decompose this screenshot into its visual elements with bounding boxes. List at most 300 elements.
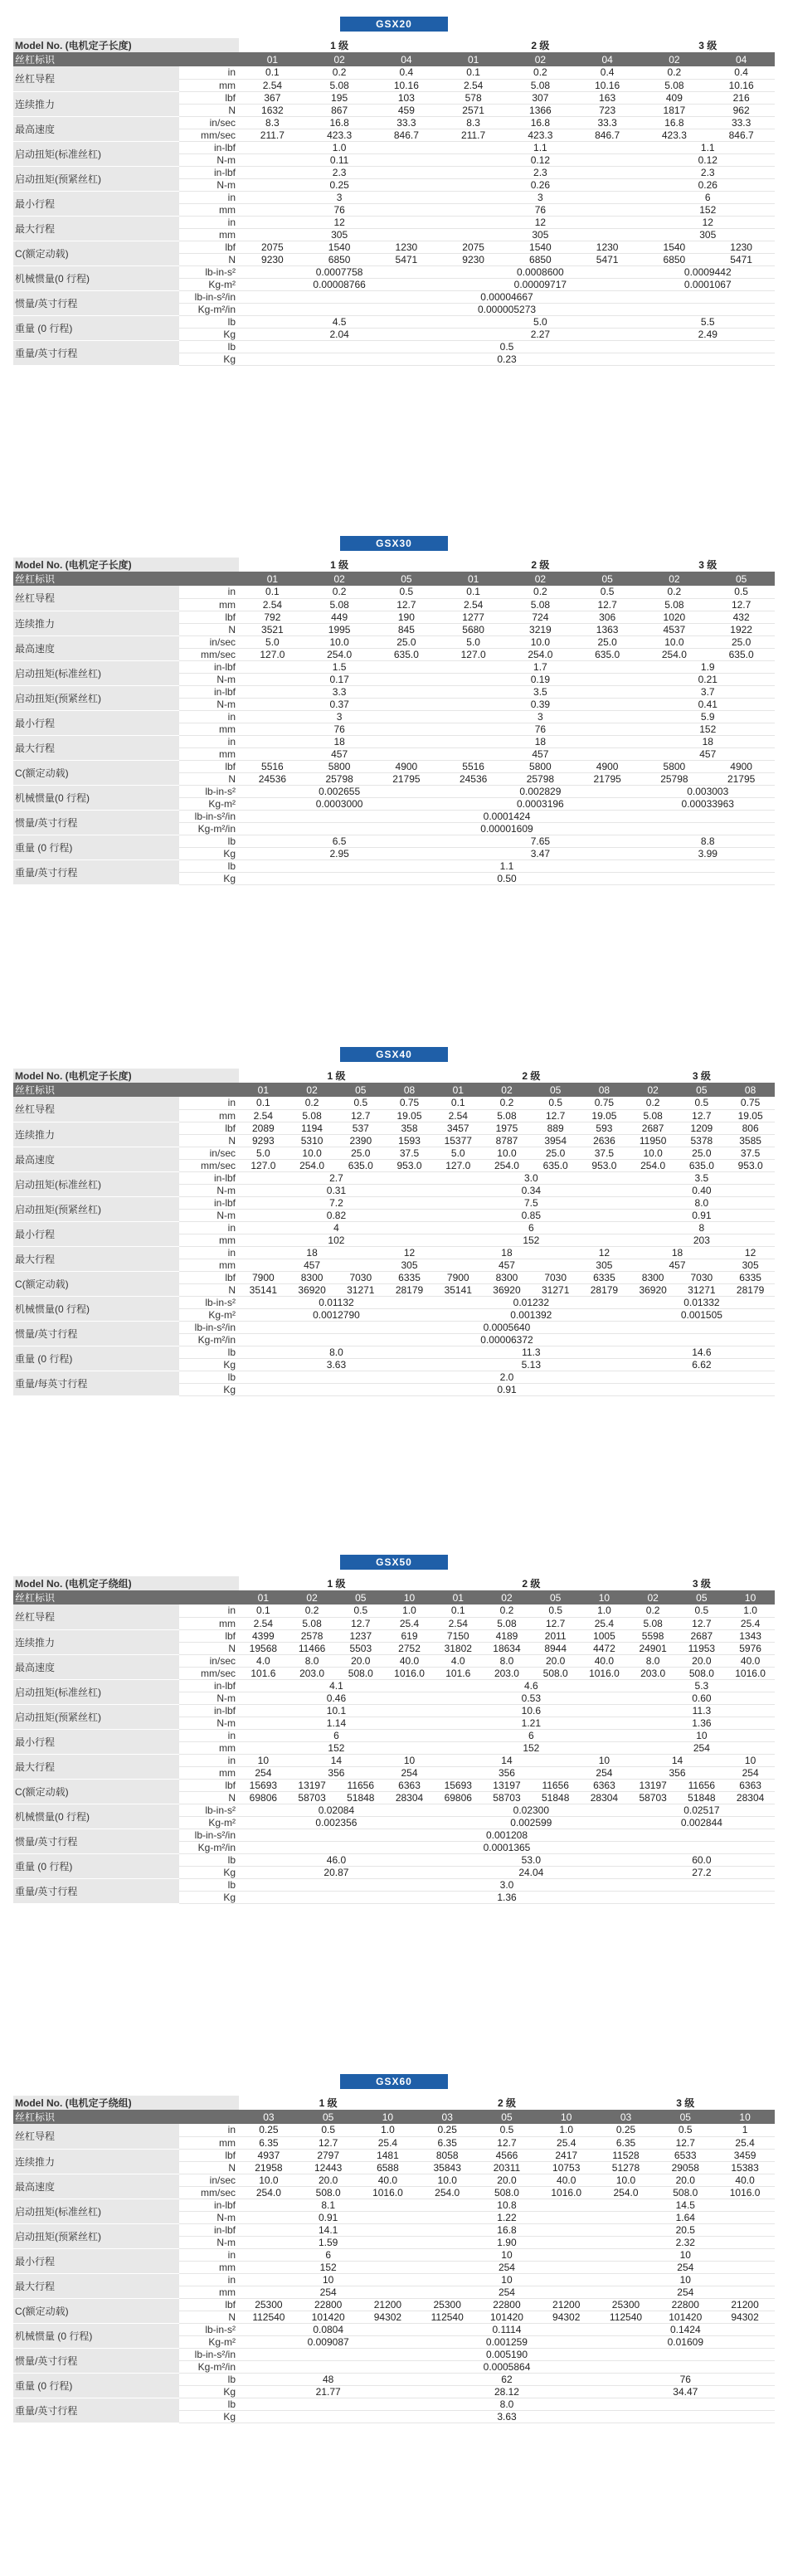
value-cell: 19.05 — [580, 1109, 629, 1122]
value-cell: 112540 — [596, 2311, 656, 2323]
screw-code: 03 — [417, 2110, 477, 2124]
value-cell: 21200 — [537, 2298, 596, 2311]
table-row — [13, 2223, 775, 2236]
value-cell: 3521 — [239, 623, 306, 635]
unit-label: Kg — [179, 1891, 239, 1903]
value-cell: 2.54 — [239, 79, 306, 91]
value-cell: 10.16 — [708, 79, 775, 91]
value-cell: 2.54 — [239, 598, 306, 611]
value-cell: 5.08 — [641, 598, 708, 611]
value-cell: 1020 — [641, 611, 708, 623]
value-cell: 8300 — [483, 1271, 532, 1283]
value-cell: 1.5 — [239, 660, 440, 673]
value-cell: 20.0 — [655, 2174, 715, 2186]
value-cell: 12 — [726, 1246, 775, 1259]
screw-code: 02 — [629, 1083, 678, 1097]
value-cell: 4399 — [239, 1629, 288, 1642]
value-cell: 0.2 — [483, 1097, 532, 1109]
value-cell: 10.0 — [507, 635, 574, 648]
value-cell: 1366 — [507, 104, 574, 116]
value-cell: 0.1 — [440, 586, 507, 598]
unit-label: lbf — [179, 1271, 239, 1283]
table-row — [13, 1853, 775, 1866]
parameter-label: 重量 (0 行程) — [13, 1853, 179, 1878]
value-cell: 4472 — [580, 1642, 629, 1654]
unit-label: in-lbf — [179, 1196, 239, 1209]
value-cell: 0.2 — [306, 586, 373, 598]
value-cell: 0.1 — [434, 1097, 483, 1109]
value-cell: 0.1 — [440, 66, 507, 79]
unit-label: N — [179, 2311, 239, 2323]
value-cell: 10.0 — [483, 1147, 532, 1159]
value-cell: 508.0 — [336, 1667, 385, 1679]
table-row — [13, 859, 775, 872]
value-cell: 2075 — [440, 241, 507, 253]
value-cell: 10 — [239, 1754, 288, 1766]
value-cell: 29058 — [655, 2161, 715, 2174]
value-cell: 724 — [507, 611, 574, 623]
value-cell: 2.54 — [239, 1109, 288, 1122]
value-cell: 0.2 — [629, 1605, 678, 1617]
parameter-label: 惯量/英寸行程 — [13, 810, 179, 835]
value-cell: 21795 — [708, 772, 775, 785]
value-cell: 12.7 — [678, 1109, 727, 1122]
screw-code: 02 — [288, 1590, 337, 1605]
screw-code: 05 — [531, 1083, 580, 1097]
table-row — [13, 635, 775, 648]
value-cell: 1016.0 — [358, 2186, 418, 2199]
unit-label: in — [179, 735, 239, 747]
value-cell: 58703 — [288, 1791, 337, 1804]
value-cell: 5.08 — [629, 1617, 678, 1629]
value-cell: 635.0 — [678, 1159, 727, 1171]
value-cell: 792 — [239, 611, 306, 623]
value-cell: 5680 — [440, 623, 507, 635]
unit-label: mm — [179, 2136, 239, 2149]
table-row — [13, 1147, 775, 1159]
unit-label: Kg-m²/in — [179, 822, 239, 835]
parameter-label: 最大行程 — [13, 1754, 179, 1779]
value-cell: 423.3 — [641, 129, 708, 141]
unit-label: N-m — [179, 698, 239, 710]
value-cell: 24536 — [440, 772, 507, 785]
value-cell: 0.5 — [239, 340, 775, 353]
table-row — [13, 1704, 775, 1717]
value-cell: 4566 — [477, 2149, 537, 2161]
value-cell: 40.0 — [358, 2174, 418, 2186]
value-cell: 11950 — [629, 1134, 678, 1147]
value-cell: 37.5 — [580, 1147, 629, 1159]
value-cell: 0.39 — [440, 698, 640, 710]
value-cell: 13197 — [483, 1779, 532, 1791]
table-row — [13, 2298, 775, 2311]
value-cell: 1540 — [306, 241, 373, 253]
unit-label: Kg-m² — [179, 1308, 239, 1321]
table-row — [13, 810, 775, 822]
value-cell: 25300 — [417, 2298, 477, 2311]
value-cell: 2.54 — [239, 1617, 288, 1629]
table-row — [13, 116, 775, 129]
value-cell: 4.0 — [434, 1654, 483, 1667]
parameter-label: 最高速度 — [13, 116, 179, 141]
value-cell: 3.63 — [239, 2410, 775, 2423]
table-row — [13, 1196, 775, 1209]
value-cell: 5.08 — [629, 1109, 678, 1122]
value-cell: 5516 — [440, 760, 507, 772]
unit-label: lb-in-s²/in — [179, 1321, 239, 1333]
value-cell: 254 — [580, 1766, 629, 1779]
unit-label: lb-in-s² — [179, 1296, 239, 1308]
screw-code: 01 — [239, 1083, 288, 1097]
value-cell: 4.6 — [434, 1679, 629, 1692]
value-cell: 457 — [641, 747, 776, 760]
value-cell: 305 — [239, 228, 440, 241]
value-cell: 76 — [440, 723, 640, 735]
value-cell: 1016.0 — [726, 1667, 775, 1679]
table-row — [13, 2273, 775, 2286]
value-cell: 20.0 — [299, 2174, 358, 2186]
unit-label: mm/sec — [179, 1159, 239, 1171]
value-cell: 8.0 — [629, 1654, 678, 1667]
value-cell: 10.16 — [574, 79, 641, 91]
table-row — [13, 1804, 775, 1816]
value-cell: 1.0 — [239, 141, 440, 153]
unit-label: mm — [179, 228, 239, 241]
value-cell: 3457 — [434, 1122, 483, 1134]
value-cell: 5.08 — [507, 598, 574, 611]
parameter-label: 启动扭矩(标准丝杠) — [13, 660, 179, 685]
unit-label: lb — [179, 859, 239, 872]
value-cell: 2636 — [580, 1134, 629, 1147]
table-row — [13, 166, 775, 178]
value-cell: 0.26 — [641, 178, 776, 191]
value-cell: 2011 — [531, 1629, 580, 1642]
grade-header: 2 级 — [434, 1069, 629, 1083]
parameter-label: 启动扭矩(标准丝杠) — [13, 1171, 179, 1196]
value-cell: 76 — [239, 723, 440, 735]
value-cell: 152 — [239, 2261, 417, 2273]
value-cell: 635.0 — [336, 1159, 385, 1171]
value-cell: 35141 — [239, 1283, 288, 1296]
value-cell: 5.08 — [483, 1617, 532, 1629]
screw-code-label: 丝杠标识 — [13, 572, 239, 586]
value-cell: 3.99 — [641, 847, 776, 859]
value-cell: 0.02300 — [434, 1804, 629, 1816]
value-cell: 10 — [726, 1754, 775, 1766]
value-cell: 1.0 — [385, 1605, 434, 1617]
value-cell: 1363 — [574, 623, 641, 635]
value-cell: 0.1424 — [596, 2323, 775, 2335]
value-cell: 7030 — [336, 1271, 385, 1283]
value-cell: 432 — [708, 611, 775, 623]
value-cell: 10 — [417, 2273, 596, 2286]
value-cell: 51848 — [531, 1791, 580, 1804]
grade-header: 3 级 — [629, 1069, 775, 1083]
table-row — [13, 2248, 775, 2261]
unit-label: lb-in-s² — [179, 1804, 239, 1816]
value-cell: 6850 — [641, 253, 708, 265]
unit-label: mm/sec — [179, 648, 239, 660]
screw-code: 02 — [641, 572, 708, 586]
unit-label: mm/sec — [179, 129, 239, 141]
value-cell: 0.000005273 — [239, 303, 775, 315]
value-cell: 3 — [440, 710, 640, 723]
screw-code: 01 — [239, 52, 306, 66]
value-cell: 953.0 — [385, 1159, 434, 1171]
value-cell: 457 — [440, 747, 640, 760]
unit-label: Kg-m² — [179, 1816, 239, 1829]
spec-table — [13, 1069, 775, 1396]
value-cell: 5.9 — [641, 710, 776, 723]
unit-label: Kg — [179, 2410, 239, 2423]
table-row — [13, 265, 775, 278]
value-cell: 1005 — [580, 1629, 629, 1642]
table-row — [13, 66, 775, 79]
value-cell: 5310 — [288, 1134, 337, 1147]
parameter-label: 丝杠导程 — [13, 2124, 179, 2149]
value-cell: 0.2 — [507, 66, 574, 79]
value-cell: 6363 — [580, 1779, 629, 1791]
table-row — [13, 216, 775, 228]
value-cell: 846.7 — [708, 129, 775, 141]
value-cell: 6363 — [385, 1779, 434, 1791]
value-cell: 6850 — [507, 253, 574, 265]
value-cell: 4537 — [641, 623, 708, 635]
parameter-label: 启动扭矩(预紧丝杠) — [13, 166, 179, 191]
value-cell: 508.0 — [299, 2186, 358, 2199]
value-cell: 1922 — [708, 623, 775, 635]
value-cell: 15693 — [239, 1779, 288, 1791]
table-row — [13, 660, 775, 673]
value-cell: 2417 — [537, 2149, 596, 2161]
screw-code: 10 — [580, 1590, 629, 1605]
value-cell: 19.05 — [726, 1109, 775, 1122]
section-title: GSX30 — [340, 536, 448, 551]
value-cell: 12.7 — [373, 598, 440, 611]
screw-code-label: 丝杠标识 — [13, 1083, 239, 1097]
value-cell: 22800 — [477, 2298, 537, 2311]
value-cell: 6 — [434, 1221, 629, 1234]
value-cell: 58703 — [483, 1791, 532, 1804]
value-cell: 356 — [434, 1766, 580, 1779]
value-cell: 7900 — [239, 1271, 288, 1283]
value-cell: 0.34 — [434, 1184, 629, 1196]
value-cell: 0.0003196 — [440, 797, 640, 810]
screw-code: 08 — [580, 1083, 629, 1097]
screw-code: 02 — [507, 52, 574, 66]
unit-label: N-m — [179, 1184, 239, 1196]
value-cell: 1343 — [726, 1629, 775, 1642]
value-cell: 6335 — [385, 1271, 434, 1283]
unit-label: lb-in-s² — [179, 785, 239, 797]
unit-label: lb-in-s²/in — [179, 1829, 239, 1841]
value-cell: 152 — [641, 723, 776, 735]
table-row — [13, 1296, 775, 1308]
value-cell: 254 — [726, 1766, 775, 1779]
value-cell: 18 — [440, 735, 640, 747]
value-cell: 36920 — [288, 1283, 337, 1296]
value-cell: 1016.0 — [385, 1667, 434, 1679]
value-cell: 2.95 — [239, 847, 440, 859]
value-cell: 962 — [708, 104, 775, 116]
value-cell: 10.0 — [288, 1147, 337, 1159]
unit-label: in/sec — [179, 2174, 239, 2186]
value-cell: 5.5 — [641, 315, 776, 328]
value-cell: 76 — [239, 203, 440, 216]
value-cell: 203.0 — [483, 1667, 532, 1679]
screw-code: 02 — [483, 1083, 532, 1097]
unit-label: in — [179, 216, 239, 228]
value-cell: 0.1 — [239, 1097, 288, 1109]
value-cell: 203.0 — [288, 1667, 337, 1679]
model-label: Model No. (电机定子长度) — [13, 1069, 239, 1083]
parameter-label: 最小行程 — [13, 191, 179, 216]
value-cell: 0.5 — [373, 586, 440, 598]
value-cell: 20.0 — [477, 2174, 537, 2186]
value-cell: 2.7 — [239, 1171, 434, 1184]
screw-code: 01 — [239, 572, 306, 586]
value-cell: 254 — [239, 2286, 417, 2298]
screw-code: 02 — [483, 1590, 532, 1605]
value-cell: 40.0 — [385, 1654, 434, 1667]
value-cell: 5.08 — [483, 1109, 532, 1122]
unit-label: mm/sec — [179, 2186, 239, 2199]
value-cell: 12 — [440, 216, 640, 228]
value-cell: 0.2 — [288, 1605, 337, 1617]
value-cell: 0.0001365 — [239, 1841, 775, 1853]
value-cell: 152 — [641, 203, 776, 216]
value-cell: 1016.0 — [580, 1667, 629, 1679]
unit-label: lbf — [179, 1122, 239, 1134]
unit-label: mm/sec — [179, 1667, 239, 1679]
value-cell: 0.17 — [239, 673, 440, 685]
value-cell: 103 — [373, 91, 440, 104]
value-cell: 0.00001609 — [239, 822, 775, 835]
value-cell: 0.01609 — [596, 2335, 775, 2348]
unit-label: in-lbf — [179, 1704, 239, 1717]
parameter-label: 连续推力 — [13, 611, 179, 635]
unit-label: lb-in-s²/in — [179, 2348, 239, 2360]
grade-header: 3 级 — [641, 38, 776, 52]
table-row — [13, 141, 775, 153]
value-cell: 1230 — [373, 241, 440, 253]
unit-label: N-m — [179, 673, 239, 685]
value-cell: 0.1 — [239, 586, 306, 598]
value-cell: 203.0 — [629, 1667, 678, 1679]
unit-label: mm — [179, 1617, 239, 1629]
value-cell: 31271 — [531, 1283, 580, 1296]
value-cell: 203 — [629, 1234, 775, 1246]
table-row — [13, 1371, 775, 1383]
parameter-label: C(额定动载) — [13, 1779, 179, 1804]
value-cell: 11.3 — [629, 1704, 775, 1717]
value-cell: 1.36 — [239, 1891, 775, 1903]
value-cell: 635.0 — [373, 648, 440, 660]
value-cell: 0.5 — [655, 2124, 715, 2136]
grade-header: 1 级 — [239, 1576, 434, 1590]
parameter-label: C(额定动载) — [13, 760, 179, 785]
unit-label: N-m — [179, 178, 239, 191]
unit-label: in — [179, 710, 239, 723]
value-cell: 0.91 — [239, 2211, 417, 2223]
unit-label: lbf — [179, 1629, 239, 1642]
value-cell: 3219 — [507, 623, 574, 635]
value-cell: 15693 — [434, 1779, 483, 1791]
value-cell: 2.32 — [596, 2236, 775, 2248]
value-cell: 254.0 — [629, 1159, 678, 1171]
value-cell: 0.0005640 — [239, 1321, 775, 1333]
value-cell: 2.54 — [440, 79, 507, 91]
value-cell: 423.3 — [507, 129, 574, 141]
parameter-label: C(额定动载) — [13, 2298, 179, 2323]
unit-label: mm — [179, 79, 239, 91]
value-cell: 1016.0 — [537, 2186, 596, 2199]
unit-label: Kg-m² — [179, 278, 239, 290]
value-cell: 16.8 — [417, 2223, 596, 2236]
parameter-label: 最大行程 — [13, 216, 179, 241]
unit-label: in — [179, 191, 239, 203]
value-cell: 0.003003 — [641, 785, 776, 797]
value-cell: 28179 — [385, 1283, 434, 1296]
unit-label: mm — [179, 723, 239, 735]
value-cell: 0.02084 — [239, 1804, 434, 1816]
value-cell: 867 — [306, 104, 373, 116]
value-cell: 307 — [507, 91, 574, 104]
value-cell: 8944 — [531, 1642, 580, 1654]
value-cell: 1.14 — [239, 1717, 434, 1729]
parameter-label: 重量/英寸行程 — [13, 2398, 179, 2423]
value-cell: 0.25 — [239, 2124, 299, 2136]
value-cell: 1.36 — [629, 1717, 775, 1729]
parameter-label: 最高速度 — [13, 635, 179, 660]
unit-label: in/sec — [179, 1147, 239, 1159]
value-cell: 10 — [580, 1754, 629, 1766]
value-cell: 10 — [239, 2273, 417, 2286]
value-cell: 14 — [629, 1754, 726, 1766]
value-cell: 31802 — [434, 1642, 483, 1654]
screw-code: 01 — [440, 572, 507, 586]
value-cell: 40.0 — [726, 1654, 775, 1667]
table-row — [13, 685, 775, 698]
parameter-label: 连续推力 — [13, 2149, 179, 2174]
unit-label: Kg-m²/in — [179, 303, 239, 315]
value-cell: 37.5 — [385, 1147, 434, 1159]
unit-label: lb-in-s²/in — [179, 810, 239, 822]
value-cell: 28179 — [580, 1283, 629, 1296]
value-cell: 18 — [239, 735, 440, 747]
parameter-label: 机械惯量(0 行程) — [13, 1804, 179, 1829]
value-cell: 6.35 — [239, 2136, 299, 2149]
value-cell: 457 — [629, 1259, 726, 1271]
value-cell: 2.54 — [434, 1109, 483, 1122]
value-cell: 33.3 — [574, 116, 641, 129]
value-cell: 12.7 — [336, 1109, 385, 1122]
value-cell: 5.08 — [641, 79, 708, 91]
value-cell: 5.08 — [306, 79, 373, 91]
value-cell: 58703 — [629, 1791, 678, 1804]
value-cell: 0.00006372 — [239, 1333, 775, 1346]
value-cell: 216 — [708, 91, 775, 104]
value-cell: 953.0 — [580, 1159, 629, 1171]
table-row — [13, 2398, 775, 2410]
value-cell: 15377 — [434, 1134, 483, 1147]
value-cell: 356 — [288, 1766, 385, 1779]
value-cell: 0.11 — [239, 153, 440, 166]
value-cell: 127.0 — [239, 648, 306, 660]
value-cell: 0.4 — [373, 66, 440, 79]
screw-code: 02 — [641, 52, 708, 66]
parameter-label: 启动扭矩(预紧丝杠) — [13, 1196, 179, 1221]
